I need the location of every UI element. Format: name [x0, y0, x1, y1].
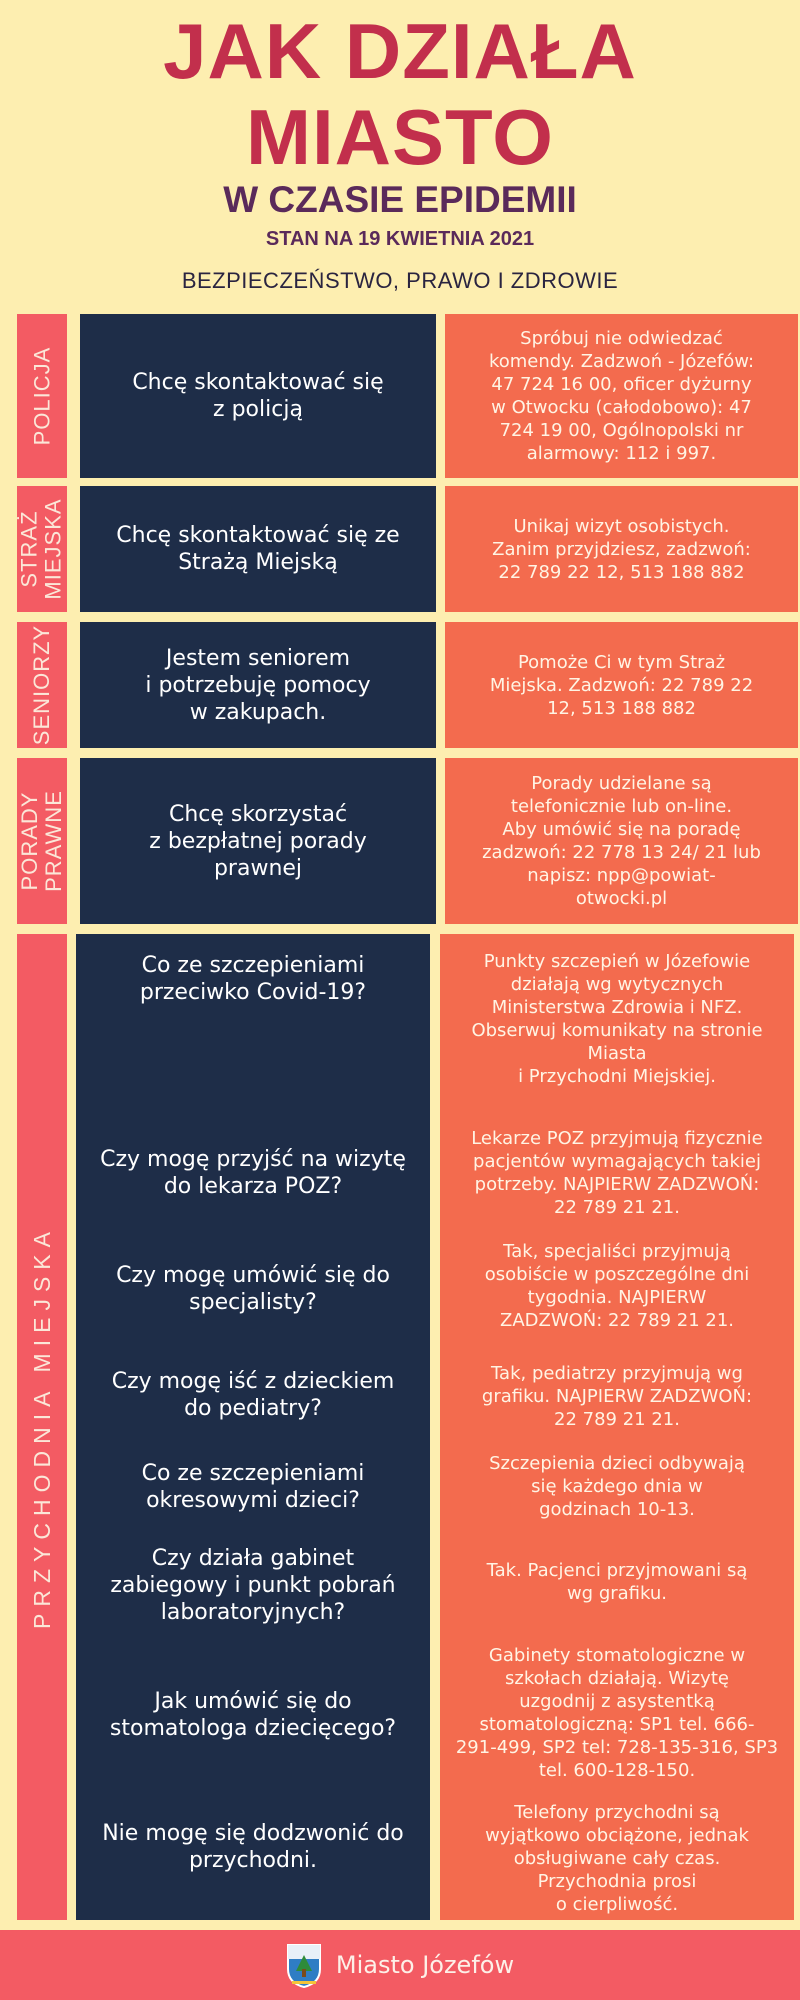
section-label-policja — [17, 314, 67, 478]
question-cell — [80, 622, 436, 748]
answer-cell — [445, 622, 798, 748]
answer-cell — [440, 1796, 794, 1920]
subtitle: W CZASIE EPIDEMII — [223, 179, 577, 220]
question-text: Chcę skontaktować się z policją — [132, 370, 384, 422]
section-label-text: STRAŻ MIEJSKA — [17, 498, 67, 600]
question-text: Czy mogę przyjść na wizytę do lekarza POZ? — [100, 1147, 406, 1199]
answer-text: Tak. Pacjenci przyjmowani są wg grafiku. — [486, 1560, 748, 1604]
answer-cell — [440, 1118, 794, 1228]
question-cell — [76, 1812, 430, 1882]
question-text: Czy mogę iść z dzieckiem do pediatry? — [111, 1369, 395, 1421]
title-line-2: MIASTO — [246, 93, 554, 181]
section-label-text: SENIORZY — [29, 624, 54, 746]
question-cell — [80, 314, 436, 478]
answer-text: Telefony przychodni są wyjątkowo obciążone, jednak obsługiwane cały czas. Przychodnia prosi o cierpliwość. — [485, 1801, 749, 1915]
answer-cell — [440, 1236, 794, 1336]
answer-text: Gabinety stomatologiczne w szkołach działają. Wizytę uzgodnij z asystentką stomatologiczną: SP1 tel. 666- 291-499, SP2 tel: 728-135-316, SP3 tel. 600-128-150. — [455, 1645, 779, 1781]
question-cell — [76, 1540, 430, 1630]
answer-cell — [440, 1640, 794, 1786]
section-label-text: PRZYCHODNIA MIEJSKA — [29, 1225, 55, 1629]
question-text: Chcę skorzystać z bezpłatnej porady prawnej — [149, 801, 367, 881]
answer-cell — [445, 314, 798, 478]
question-cell — [80, 758, 436, 924]
title-line-1: JAK DZIAŁA — [163, 7, 637, 95]
question-text: Nie mogę się dodzwonić do przychodni. — [102, 1821, 404, 1873]
date-line: STAN NA 19 KWIETNIA 2021 — [265, 228, 535, 250]
question-text: Czy mogę umówić się do specjalisty? — [116, 1263, 390, 1315]
question-cell — [76, 1680, 430, 1750]
coat-of-arms-icon — [286, 1941, 322, 1989]
answer-text: Spróbuj nie odwiedzać komendy. Zadzwoń - Józefów: 47 724 16 00, oficer dyżurny w Otwocku (całodobowo): 47 724 19 00, Ogólnopolski nr alarmowy: 112 i 997. — [488, 328, 755, 464]
section-label-straz-miejska — [17, 486, 67, 612]
question-cell — [76, 944, 430, 1014]
question-text: Chcę skontaktować się ze Strażą Miejską — [116, 523, 400, 575]
answer-text: Punkty szczepień w Józefowie działają wg wytycznych Ministerstwa Zdrowia i NFZ. Obserwuj komunikaty na stronie Miasta i Przychodni Miejskiej. — [471, 951, 763, 1087]
question-text: Jestem seniorem i potrzebuję pomocy w zakupach. — [145, 645, 371, 725]
answer-cell — [445, 758, 798, 924]
answer-text: Tak, pediatrzy przyjmują wg grafiku. NAJPIERW ZADZWOŃ: 22 789 21 21. — [481, 1362, 753, 1430]
footer — [0, 1930, 800, 2000]
answer-cell — [440, 1552, 794, 1612]
answer-text: Szczepienia dzieci odbywają się każdego dnia w godzinach 10-13. — [489, 1452, 745, 1520]
question-text: Co ze szczepieniami okresowymi dzieci? — [141, 1461, 365, 1513]
section-label-przychodnia-miejska — [17, 934, 67, 1920]
section-label-text: PORADY PRAWNE — [17, 790, 66, 892]
answer-text: Porady udzielane są telefonicznie lub on-line. Aby umówić się na poradę zadzwoń: 22 778 13 24/ 21 lub napisz: npp@powiat- otwocki.pl — [482, 773, 761, 909]
answer-cell — [440, 1446, 794, 1526]
answer-cell — [440, 944, 794, 1094]
question-cell — [76, 1138, 430, 1208]
answer-text: Pomoże Ci w tym Straż Miejska. Zadzwoń: 22 789 22 12, 513 188 882 — [489, 651, 754, 719]
answer-text: Lekarze POZ przyjmują fizycznie pacjentów wymagających takiej potrzeby. NAJPIERW ZADZWOŃ: 22 789 21 21. — [471, 1128, 763, 1218]
section-label-text: POLICJA — [29, 346, 55, 446]
question-text: Jak umówić się do stomatologa dziecięcego? — [109, 1689, 397, 1741]
question-cell — [76, 1452, 430, 1522]
answer-text: Unikaj wizyt osobistych. Zanim przyjdziesz, zadzwoń: 22 789 22 12, 513 188 882 — [492, 515, 751, 583]
answer-text: Tak, specjaliści przyjmują osobiście w poszczególne dni tygodnia. NAJPIERW ZADZWOŃ: 22 789 21 21. — [484, 1241, 750, 1331]
question-cell — [80, 486, 436, 612]
question-cell — [76, 1360, 430, 1430]
question-text: Co ze szczepieniami przeciwko Covid-19? — [139, 953, 367, 1005]
footer-text: Miasto Józefów — [335, 1951, 515, 1979]
question-text: Czy działa gabinet zabiegowy i punkt pobrań laboratoryjnych? — [110, 1545, 396, 1625]
answer-cell — [440, 1356, 794, 1436]
section-label-seniorzy — [17, 622, 67, 748]
section-label-porady-prawne — [17, 758, 67, 924]
section-heading: BEZPIECZEŃSTWO, PRAWO I ZDROWIE — [181, 268, 619, 293]
question-cell — [76, 1254, 430, 1324]
answer-cell — [445, 486, 798, 612]
